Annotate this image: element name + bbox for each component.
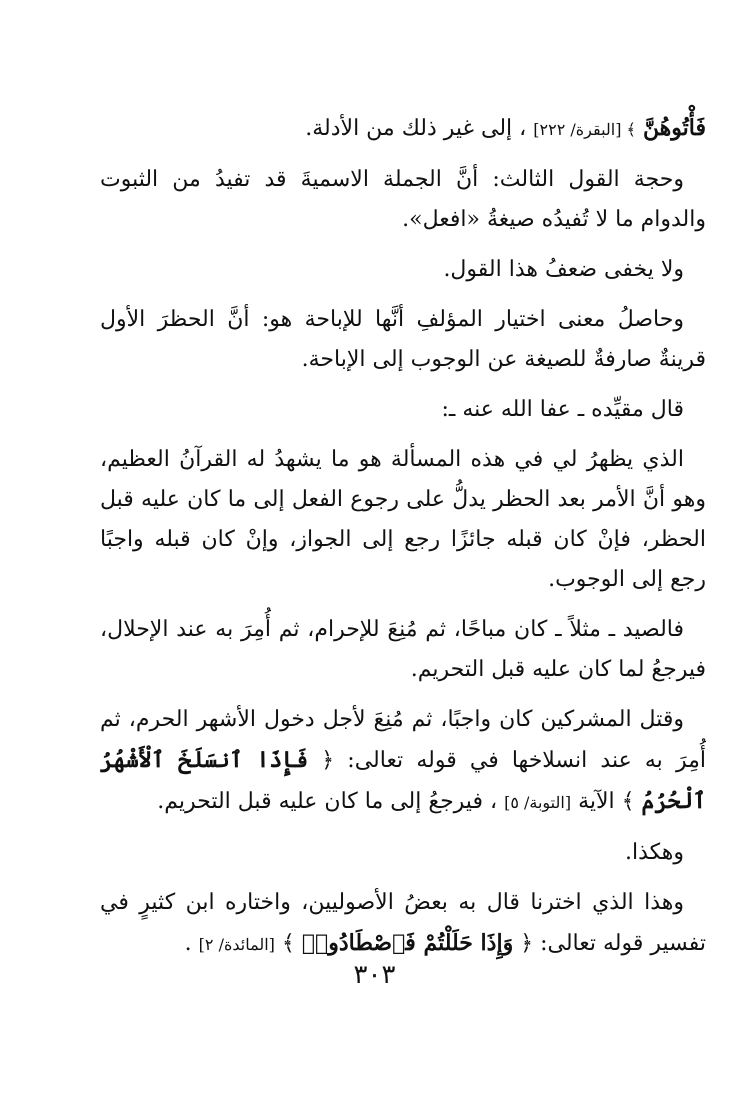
- paragraph-text: .: [184, 931, 192, 956]
- paragraph-5: [100, 390, 706, 430]
- page-number: ٣٠٣: [353, 960, 396, 990]
- paragraph-text: ، إلى غير ذلك من الأدلة.: [305, 116, 527, 141]
- quran-verse: فَأْتُوهُنَّ: [642, 115, 706, 141]
- paragraph-4: [100, 300, 706, 380]
- paragraph-text-mid: ﴾ الآية: [578, 789, 635, 814]
- paragraph-10: [100, 883, 706, 965]
- paragraph-9: [100, 833, 706, 873]
- paragraph-text: ولا يخفى ضعفُ هذا القول.: [443, 257, 684, 282]
- paragraph-text-mid: ﴾: [281, 931, 295, 956]
- paragraph-text-pre: وهذا الذي اخترنا قال به بعضُ الأصوليين، واختاره ابن كثيرٍ في تفسير قوله تعالى: ﴿: [100, 890, 706, 956]
- verse-reference: ﴾ [البقرة/ ٢٢٢]: [533, 120, 636, 139]
- paragraph-text: وحاصلُ معنى اختيار المؤلفِ أنَّها للإباحة هو: أنَّ الحظرَ الأول قرينةٌ صارفةٌ للصيغة عن الوجوب إلى الإباحة.: [100, 307, 706, 372]
- paragraph-2: [100, 160, 706, 240]
- paragraph-8: [100, 700, 706, 823]
- paragraph-7: [100, 610, 706, 690]
- paragraph-1: [100, 108, 706, 150]
- quran-verse: وَإِذَا حَلَلْتُمْ فَٱصْطَادُوا۟: [301, 930, 514, 956]
- paragraph-text: وهكذا.: [624, 840, 684, 865]
- paragraph-text: قال مقيِّده ـ عفا الله عنه ـ:: [441, 397, 684, 422]
- paragraph-text: وحجة القول الثالث: أنَّ الجملة الاسميةَ قد تفيدُ من الثبوت والدوام ما لا تُفيدُه صيغةُ «افعل».: [100, 167, 706, 232]
- paragraph-3: [100, 250, 706, 290]
- paragraph-text-pre: وقتل المشركين كان واجبًا، ثم مُنِعَ لأجل دخول الأشهر الحرم، ثم أُمِرَ به عند انسلاخها في قوله تعالى: ﴿: [100, 707, 706, 773]
- paragraph-text: ، فيرجعُ إلى ما كان عليه قبل التحريم.: [157, 789, 498, 814]
- verse-reference: [المائدة/ ٢]: [198, 935, 275, 954]
- paragraph-6: [100, 440, 706, 600]
- paragraph-text: الذي يظهرُ لي في هذه المسألة هو ما يشهدُ له القرآنُ العظيم، وهو أنَّ الأمر بعد الحظر يدلُّ على رجوع الفعل إلى ما كان عليه قبل الحظر، فإنْ كان قبله جائزًا رجع إلى الجواز، وإنْ كان قبله واجبًا رجع إلى الوجوب.: [100, 447, 706, 592]
- paragraph-text: فالصيد ـ مثلاً ـ كان مباحًا، ثم مُنِعَ للإحرام، ثم أُمِرَ به عند الإحلال، فيرجعُ لما كان عليه قبل التحريم.: [100, 617, 706, 682]
- page-body: [100, 108, 706, 975]
- verse-reference: [التوبة/ ٥]: [504, 793, 572, 812]
- quran-verse: فَإِذَا ٱنسَلَخَ ٱلْأَشْهُرُ ٱلْحُرُمُ: [100, 747, 706, 814]
